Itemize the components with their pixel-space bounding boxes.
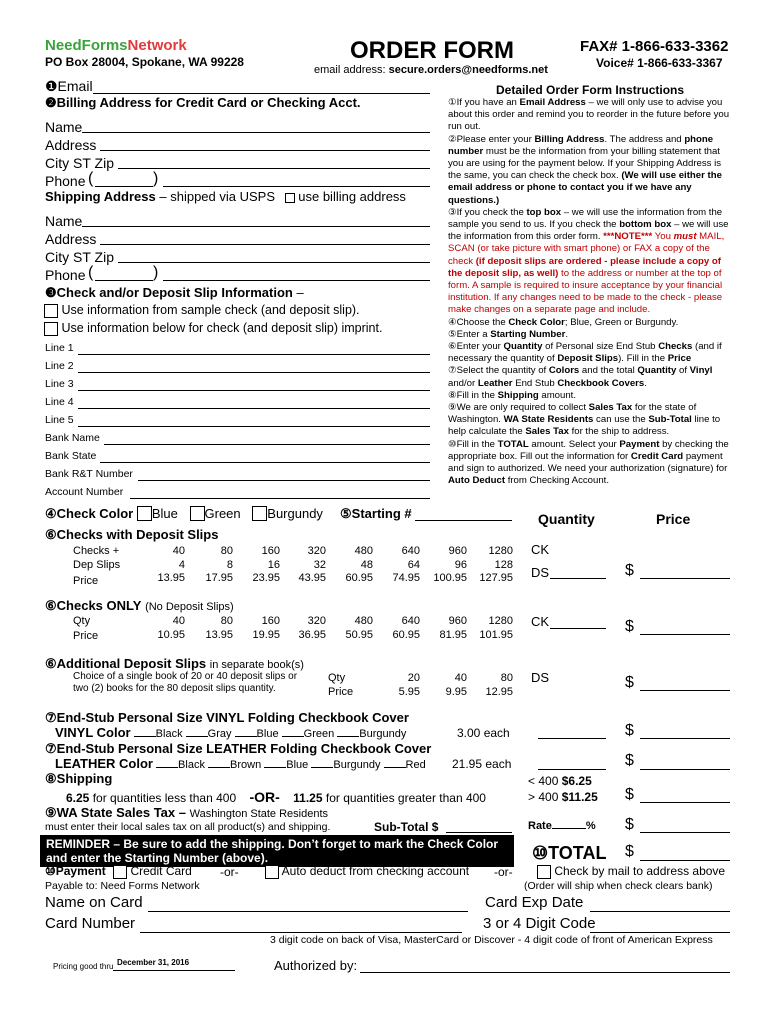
vinyl-color-row xyxy=(55,725,406,740)
shipping-name-line[interactable] xyxy=(82,226,430,227)
check-color-row xyxy=(45,506,323,522)
imprint-label: Account Number xyxy=(45,486,124,498)
grid-cell-dep: 4 xyxy=(178,559,185,571)
shipping-large-text: for quantities greater than 400 xyxy=(325,791,486,805)
grid-cell-dep: 16 xyxy=(267,559,280,571)
shipping-address-row xyxy=(45,189,406,204)
leather-color-row xyxy=(55,756,426,771)
shipping-city-line[interactable] xyxy=(118,262,430,263)
shipping-phone-paren-close: ) xyxy=(153,264,159,281)
color-burgundy-label: Burgundy xyxy=(267,506,323,521)
mail-note: (Order will ship when check clears bank) xyxy=(524,880,713,892)
imprint-label: Line 2 xyxy=(45,360,74,372)
checks-deposit-price-line[interactable] xyxy=(640,578,730,579)
shipping-phone-paren-open: ( xyxy=(88,264,94,281)
shipping-or: -OR- xyxy=(249,789,280,805)
row-label-qty: Qty xyxy=(73,615,91,627)
billing-name-line[interactable] xyxy=(82,132,430,133)
instructions-title: Detailed Order Form Instructions xyxy=(496,83,685,97)
check-mail-checkbox[interactable] xyxy=(537,865,551,879)
leather-black-blank[interactable] xyxy=(156,767,178,768)
vinyl-opt-blue: Blue xyxy=(256,728,279,740)
shipping-area-code-line[interactable] xyxy=(95,280,153,281)
instruction-4: ④Choose the Check Color; Blue, Green or Burgundy. xyxy=(448,316,679,328)
grid-cell-qty: 160 xyxy=(261,615,280,627)
dollar-sign: $ xyxy=(625,562,634,579)
vinyl-opt-burgundy: Burgundy xyxy=(359,728,407,740)
email-address: secure.orders@needforms.net xyxy=(388,64,548,76)
total-price-line[interactable] xyxy=(640,860,730,861)
leather-opt-burgundy: Burgundy xyxy=(333,759,381,771)
shipping-price-line[interactable] xyxy=(640,802,730,803)
check-mail-row xyxy=(537,864,725,879)
checks-only-title: ⑥Checks ONLY xyxy=(45,598,142,613)
leather-color-label: LEATHER Color xyxy=(55,756,153,771)
leather-opt-black: Black xyxy=(178,759,205,771)
grid-cell-price: 9.95 xyxy=(445,686,467,698)
color-green-checkbox[interactable] xyxy=(190,506,205,521)
instruction-7: ⑦Select the quantity of Colors and the total Quantity of Vinyl and/or Leather End Stub Checkbook Covers. xyxy=(448,365,713,389)
vinyl-price: 3.00 each xyxy=(457,726,510,740)
dollar-sign: $ xyxy=(625,786,634,803)
checks-only-price-line[interactable] xyxy=(640,634,730,635)
grid-cell-price: 13.95 xyxy=(157,572,185,584)
row-label-price: Price xyxy=(73,575,99,587)
email-label-row: ❶Email xyxy=(45,78,93,94)
grid-cell-qty: 80 xyxy=(220,615,233,627)
grid-cell-checks: 1280 xyxy=(488,545,513,557)
billing-city-label: City ST Zip xyxy=(45,155,114,171)
check-info-dash: – xyxy=(296,285,304,300)
cvv-line[interactable] xyxy=(590,932,730,933)
grid-cell-price: 23.95 xyxy=(252,572,280,584)
grid-cell-dep: 64 xyxy=(407,559,420,571)
grid-cell-price: 12.95 xyxy=(485,686,513,698)
shipping-rates-row xyxy=(66,789,486,805)
card-exp-line[interactable] xyxy=(590,911,730,912)
shipping-address-label: Address xyxy=(45,231,97,247)
imprint-line-3[interactable] xyxy=(78,390,430,391)
checks-deposit-title: ⑥Checks with Deposit Slips xyxy=(45,527,219,542)
payable-to: Payable to: Need Forms Network xyxy=(45,880,200,892)
page-title: ORDER FORM xyxy=(350,37,514,64)
imprint-label: Bank State xyxy=(45,450,97,462)
payment-label: ⑩Payment xyxy=(45,864,106,878)
row-label-checks: Checks + xyxy=(73,545,120,557)
imprint-label: Line 4 xyxy=(45,396,74,408)
grid-cell-price: 36.95 xyxy=(298,629,326,641)
color-burgundy-checkbox[interactable] xyxy=(252,506,267,521)
additional-desc-2: two (2) books for the 80 deposit slips quantity. xyxy=(73,683,276,694)
tax-rate-row xyxy=(528,820,596,832)
billing-city-line[interactable] xyxy=(118,168,430,169)
imprint-label: Bank R&T Number xyxy=(45,468,133,480)
imprint-line-1[interactable] xyxy=(78,354,430,355)
shipping-phone-label: Phone xyxy=(45,267,86,283)
shipping-via: – shipped via USPS xyxy=(159,189,275,204)
bank-state-line[interactable] xyxy=(100,462,430,463)
check-info-title-text: ❸Check and/or Deposit Slip Information xyxy=(45,285,293,300)
use-sample-label: Use information from sample check (and deposit slip). xyxy=(61,303,360,317)
cvv-note: 3 digit code on back of Visa, MasterCard or Discover - 4 digit code of front of American Express xyxy=(270,934,713,946)
instruction-10: ⑩Fill in the TOTAL amount. Select your Payment by checking the appropriate box. Fill out the information for Credit Card payment and sign to authorized. We need your authorization (signature) for Auto Deduct from Checking Account. xyxy=(448,438,729,487)
reminder-banner: REMINDER – Be sure to add the shipping. Don’t forget to mark the Check Color and enter the Starting Number (above). xyxy=(40,835,514,867)
grid-cell-checks: 160 xyxy=(261,545,280,557)
leather-burgundy-blank[interactable] xyxy=(311,767,333,768)
credit-card-label: Credit Card xyxy=(130,864,192,878)
brand-logo xyxy=(45,37,187,54)
additional-qty-label: Qty xyxy=(328,672,346,684)
dollar-sign: $ xyxy=(625,674,634,691)
additional-title-row xyxy=(45,656,304,672)
billing-phone-label: Phone xyxy=(45,173,86,189)
imprint-line-5[interactable] xyxy=(78,426,430,427)
shipping-address-line[interactable] xyxy=(100,244,430,245)
color-green-label: Green xyxy=(204,506,241,521)
instruction-8: ⑧Fill in the Shipping amount. xyxy=(448,389,577,401)
payment-or-1: -or- xyxy=(220,865,239,879)
email-label: email address: xyxy=(314,64,386,76)
shipping-city-label: City ST Zip xyxy=(45,249,114,265)
imprint-label: Bank Name xyxy=(45,432,100,444)
grid-cell-checks: 640 xyxy=(401,545,420,557)
grid-cell-price: 43.95 xyxy=(298,572,326,584)
grid-cell-qty: 40 xyxy=(172,615,185,627)
grid-cell-dep: 96 xyxy=(454,559,467,571)
shipping-small-text: for quantities less than 400 xyxy=(92,791,237,805)
instruction-3: ③If you check the top box – we will use the information from the sample you send to us. If you check the bottom box – we will use the information from this order form. ***NOTE*** You must MAIL, SCAN (or take picture with smart phone) or FAX a copy of the check (if deposit slips are ordered - please include a copy of the deposit slip, as well) to the address or number at the top of form. A sample is required to insure acceptance by your financial institution. If any changes need to be made to the check - please make changes on a separate page and include. xyxy=(448,206,729,316)
checks-only-title-row xyxy=(45,598,234,614)
grid-cell-price: 74.95 xyxy=(392,572,420,584)
vinyl-opt-gray: Gray xyxy=(207,728,232,740)
vinyl-burgundy-blank[interactable] xyxy=(337,736,359,737)
tax-title: ⑨WA State Sales Tax – xyxy=(45,805,186,820)
card-number-line[interactable] xyxy=(140,932,462,933)
instruction-1: ①If you have an Email Address – we will only use to advise you about this order and remind you to reorder in the future before you run out. xyxy=(448,97,730,133)
gt400-price: $11.25 xyxy=(561,790,598,804)
shipping-section-title: ⑧Shipping xyxy=(45,771,113,786)
subtotal-label: Sub-Total $ xyxy=(374,820,439,834)
vinyl-price-line[interactable] xyxy=(640,738,730,739)
auto-deduct-checkbox[interactable] xyxy=(265,865,279,879)
row-label-price: Price xyxy=(73,630,99,642)
checks-only-sub: (No Deposit Slips) xyxy=(145,601,234,613)
card-exp-label: Card Exp Date xyxy=(485,894,584,911)
shipping-gt400 xyxy=(528,790,598,804)
quantity-header: Quantity xyxy=(538,511,595,527)
leather-opt-brown: Brown xyxy=(230,759,262,771)
billing-area-code-line[interactable] xyxy=(95,186,153,187)
leather-price: 21.95 each xyxy=(452,757,512,771)
starting-number-label: ⑤Starting # xyxy=(340,506,412,521)
gt400-label: > 400 xyxy=(528,790,559,804)
payment-or-2: -or- xyxy=(494,865,513,879)
shipping-title: Shipping Address xyxy=(45,189,156,204)
shipping-name-label: Name xyxy=(45,213,83,229)
imprint-line-2[interactable] xyxy=(78,372,430,373)
email-line xyxy=(314,64,548,76)
use-below-row xyxy=(44,321,382,336)
grid-cell-qty: 80 xyxy=(500,672,513,684)
additional-title: ⑥Additional Deposit Slips xyxy=(45,656,207,671)
leather-brown-blank[interactable] xyxy=(208,767,230,768)
grid-cell-checks: 960 xyxy=(448,545,467,557)
voice-number: Voice# 1-866-633-3367 xyxy=(596,56,723,70)
shipping-small-price: 6.25 xyxy=(66,791,90,805)
credit-card-checkbox[interactable] xyxy=(113,865,127,879)
account-number-line[interactable] xyxy=(130,498,430,499)
pricing-good-label: Pricing good thru xyxy=(53,962,114,971)
leather-blue-blank[interactable] xyxy=(264,767,286,768)
grid-cell-price: 5.95 xyxy=(398,686,420,698)
vinyl-green-blank[interactable] xyxy=(282,736,304,737)
grid-cell-checks: 480 xyxy=(354,545,373,557)
grid-cell-price: 13.95 xyxy=(205,629,233,641)
vinyl-opt-black: Black xyxy=(155,728,183,740)
grid-cell-qty: 40 xyxy=(454,672,467,684)
ds-label: DS xyxy=(531,565,550,580)
grid-cell-price: 17.95 xyxy=(205,572,233,584)
rate-label: Rate xyxy=(528,820,552,832)
tax-title-row xyxy=(45,805,328,821)
total-label: ⑩TOTAL xyxy=(532,843,607,863)
ck-qty-line[interactable] xyxy=(550,628,606,629)
grid-cell-qty: 20 xyxy=(407,672,420,684)
payment-row xyxy=(45,864,192,879)
use-billing-label: use billing address xyxy=(298,189,406,204)
leather-opt-blue: Blue xyxy=(286,759,309,771)
billing-phone-line[interactable] xyxy=(163,186,430,187)
signature-line[interactable] xyxy=(360,972,730,973)
ds-label: DS xyxy=(531,670,550,685)
tax-desc: must enter their local sales tax on all product(s) and shipping. xyxy=(45,821,331,833)
check-info-title xyxy=(45,285,304,301)
dollar-sign: $ xyxy=(625,843,634,860)
use-sample-row xyxy=(44,303,360,318)
use-below-checkbox[interactable] xyxy=(44,322,58,336)
name-on-card-label: Name on Card xyxy=(45,894,143,911)
leather-price-line[interactable] xyxy=(640,769,730,770)
check-color-label: ④Check Color xyxy=(45,506,134,521)
fax-number: FAX# 1-866-633-3362 xyxy=(580,38,729,55)
pricing-date-line xyxy=(113,970,235,971)
authorized-label: Authorized by: xyxy=(274,958,358,973)
check-mail-label: Check by mail to address above xyxy=(554,864,726,878)
billing-title: ❷Billing Address for Credit Card or Checking Acct. xyxy=(45,95,361,110)
name-on-card-line[interactable] xyxy=(148,911,468,912)
additional-price-line[interactable] xyxy=(640,690,730,691)
imprint-line-4[interactable] xyxy=(78,408,430,409)
grid-cell-price: 10.95 xyxy=(157,629,185,641)
rate-percent: % xyxy=(585,820,596,832)
imprint-label: Line 5 xyxy=(45,414,74,426)
subtotal-line[interactable] xyxy=(446,832,512,833)
grid-cell-price: 60.95 xyxy=(392,629,420,641)
grid-cell-checks: 40 xyxy=(172,545,185,557)
grid-cell-dep: 48 xyxy=(360,559,373,571)
vinyl-qty-line[interactable] xyxy=(538,738,606,739)
vinyl-black-blank[interactable] xyxy=(134,736,156,737)
shipping-lt400 xyxy=(528,774,592,788)
tax-sub: Washington State Residents xyxy=(189,808,329,820)
billing-address-label: Address xyxy=(45,137,97,153)
use-billing-checkbox[interactable] xyxy=(285,193,295,203)
ck-label: CK xyxy=(531,542,550,557)
vinyl-gray-blank[interactable] xyxy=(186,736,208,737)
dollar-sign: $ xyxy=(625,618,634,635)
grid-cell-price: 127.95 xyxy=(479,572,513,584)
grid-cell-price: 19.95 xyxy=(252,629,280,641)
use-below-label: Use information below for check (and deposit slip) imprint. xyxy=(61,321,383,335)
dollar-sign: $ xyxy=(625,816,634,833)
additional-sub: in separate book(s) xyxy=(209,659,304,671)
billing-name-label: Name xyxy=(45,119,83,135)
imprint-label: Line 1 xyxy=(45,342,74,354)
additional-price-label: Price xyxy=(328,686,354,698)
instructions-body xyxy=(448,97,732,488)
auto-deduct-label: Auto deduct from checking account xyxy=(281,864,470,878)
grid-cell-price: 100.95 xyxy=(433,572,467,584)
cvv-label: 3 or 4 Digit Code xyxy=(483,915,596,932)
grid-cell-price: 60.95 xyxy=(345,572,373,584)
grid-cell-price: 81.95 xyxy=(439,629,467,641)
leather-qty-line[interactable] xyxy=(538,769,606,770)
imprint-label: Line 3 xyxy=(45,378,74,390)
billing-address-line[interactable] xyxy=(100,150,430,151)
auto-deduct-row xyxy=(265,864,469,879)
pricing-date: December 31, 2016 xyxy=(117,958,190,967)
bank-routing-line[interactable] xyxy=(138,480,430,481)
billing-phone-paren-open: ( xyxy=(88,170,94,187)
vinyl-opt-green: Green xyxy=(303,728,335,740)
leather-title: ⑦End-Stub Personal Size LEATHER Folding Checkbook Cover xyxy=(45,741,432,756)
grid-cell-price: 101.95 xyxy=(479,629,513,641)
grid-cell-qty: 960 xyxy=(448,615,467,627)
bank-name-line[interactable] xyxy=(104,444,430,445)
instruction-5: ⑤Enter a Starting Number. xyxy=(448,328,569,340)
grid-cell-qty: 320 xyxy=(307,615,326,627)
card-number-label: Card Number xyxy=(45,915,136,932)
use-sample-checkbox[interactable] xyxy=(44,304,58,318)
grid-cell-checks: 320 xyxy=(307,545,326,557)
price-header: Price xyxy=(656,511,691,527)
grid-cell-dep: 128 xyxy=(494,559,513,571)
instruction-9: ⑨We are only required to collect Sales Tax for the state of Washington. WA State Residents can use the Sub-Total line to help calculate the Sales Tax for the ship to address. xyxy=(448,402,721,438)
dollar-sign: $ xyxy=(625,722,634,739)
starting-number-line[interactable] xyxy=(415,520,512,521)
vinyl-color-label: VINYL Color xyxy=(55,725,131,740)
brand-need: NeedForms xyxy=(45,37,128,54)
additional-desc-1: Choice of a single book of 20 or 40 deposit slips or xyxy=(73,671,298,682)
brand-network: Network xyxy=(127,37,187,54)
billing-phone-paren-close: ) xyxy=(153,170,159,187)
tax-price-line[interactable] xyxy=(640,832,730,833)
grid-cell-qty: 640 xyxy=(401,615,420,627)
email-input-line[interactable] xyxy=(93,93,430,94)
color-blue-label: Blue xyxy=(151,506,178,521)
color-blue-checkbox[interactable] xyxy=(137,506,152,521)
ck-label: CK xyxy=(531,614,550,629)
leather-red-blank[interactable] xyxy=(384,767,406,768)
grid-cell-price: 50.95 xyxy=(345,629,373,641)
shipping-large-price: 11.25 xyxy=(293,791,323,805)
instruction-2: ②Please enter your Billing Address. The address and phone number must be the information from your billing statement that you are using for the payment below. If your Shipping Address is the same, you can check the check box. (We will use either the email address or phone to contact you if we have any questions.) xyxy=(448,133,722,206)
grid-cell-qty: 1280 xyxy=(488,615,513,627)
row-label-dep-slips: Dep Slips xyxy=(73,559,121,571)
grid-cell-checks: 80 xyxy=(220,545,233,557)
dollar-sign: $ xyxy=(625,752,634,769)
ds-qty-line[interactable] xyxy=(550,578,606,579)
lt400-price: $6.25 xyxy=(561,774,592,788)
grid-cell-qty: 480 xyxy=(354,615,373,627)
grid-cell-dep: 32 xyxy=(313,559,326,571)
instruction-6: ⑥Enter your Quantity of Personal size End Stub Checks (and if necessary the quantity of Deposit Slips). Fill in the Price xyxy=(448,341,722,365)
rate-blank[interactable] xyxy=(552,828,586,829)
shipping-phone-line[interactable] xyxy=(163,280,430,281)
leather-opt-red: Red xyxy=(405,759,426,771)
lt400-label: < 400 xyxy=(528,774,559,788)
vinyl-blue-blank[interactable] xyxy=(235,736,257,737)
grid-cell-dep: 8 xyxy=(226,559,233,571)
company-address: PO Box 28004, Spokane, WA 99228 xyxy=(45,55,244,69)
vinyl-title: ⑦End-Stub Personal Size VINYL Folding Checkbook Cover xyxy=(45,710,409,725)
